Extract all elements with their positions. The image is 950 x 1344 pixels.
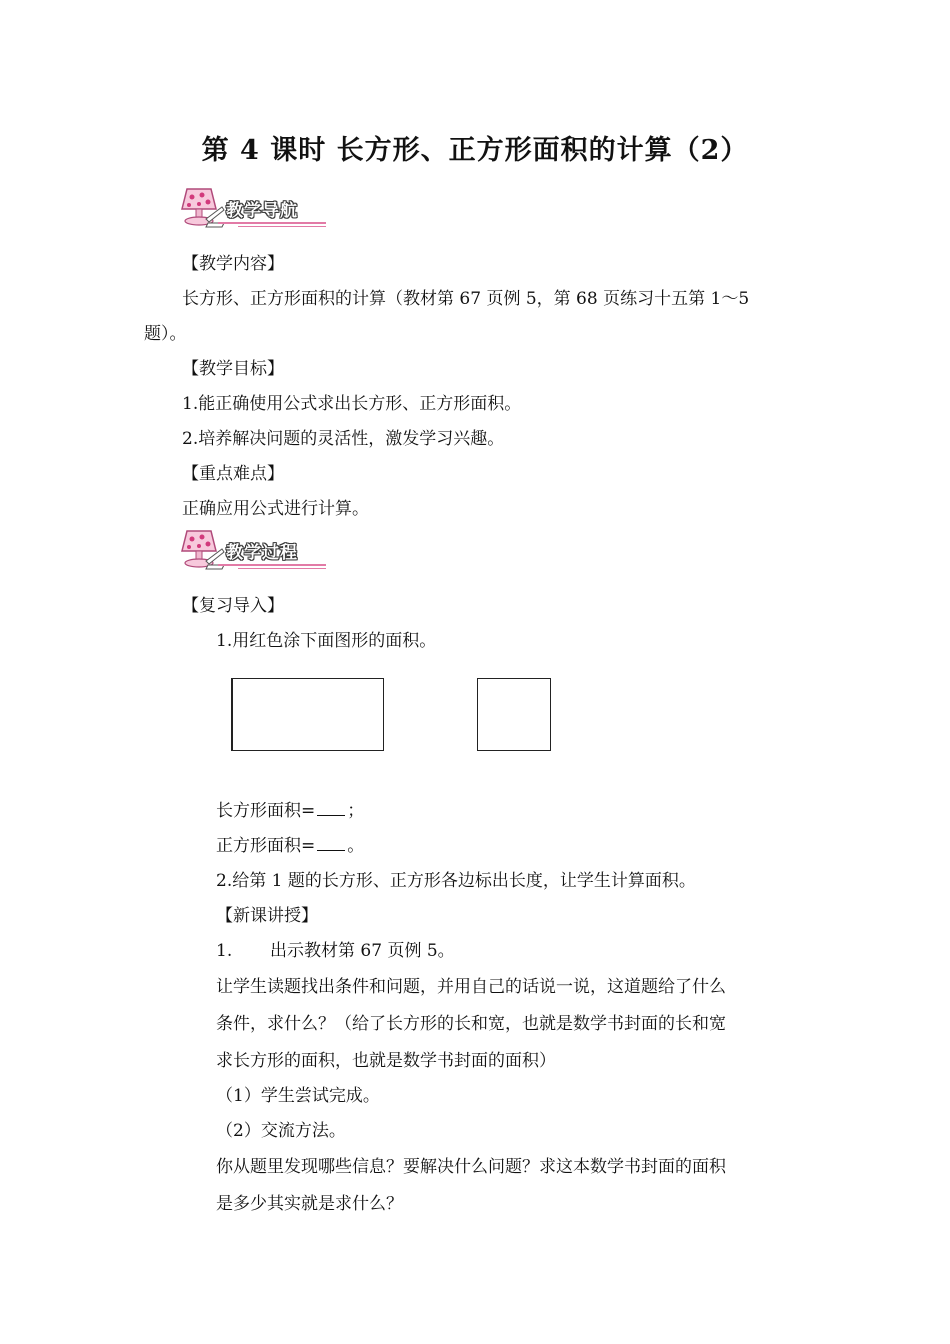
step-2: （2）交流方法。 xyxy=(216,1121,346,1141)
new-paragraph-2-cont: 是多少其实就是求什么？ xyxy=(216,1194,403,1214)
key-heading: 【重点难点】 xyxy=(182,464,284,484)
rectangle-area-end: ； xyxy=(347,801,365,821)
key-text: 正确应用公式进行计算。 xyxy=(182,499,369,519)
banner-underline xyxy=(238,568,326,569)
lamp-icon xyxy=(178,185,228,233)
banner-underline xyxy=(218,222,326,224)
content-heading: 【教学内容】 xyxy=(182,254,284,274)
answer-blank xyxy=(317,836,345,851)
teaching-guide-banner xyxy=(178,185,328,233)
page-title: 第 4 课时 长方形、正方形面积的计算（2） xyxy=(201,135,749,166)
goal-item-2: 2.培养解决问题的灵活性，激发学习兴趣。 xyxy=(182,429,505,449)
new-paragraph-1: 让学生读题找出条件和问题，并用自己的话说一说，这道题给了什么 xyxy=(216,977,726,997)
rectangle-area-line xyxy=(216,800,364,822)
rectangle-figure xyxy=(231,678,384,751)
square-figure xyxy=(477,678,551,751)
square-area-line xyxy=(216,835,364,857)
square-area-end: 。 xyxy=(347,836,365,856)
rectangle-area-label: 长方形面积= xyxy=(216,801,316,821)
square-area-label: 正方形面积= xyxy=(216,836,316,856)
content-text-cont: 题）。 xyxy=(144,324,187,344)
new-paragraph-2: 你从题里发现哪些信息？要解决什么问题？求这本数学书封面的面积 xyxy=(216,1157,726,1177)
new-item-1-number: 1. xyxy=(216,941,233,961)
new-paragraph-1-cont: 条件，求什么？（给了长方形的长和宽，也就是数学书封面的长和宽 xyxy=(216,1014,726,1034)
review-heading: 【复习导入】 xyxy=(182,596,284,616)
goal-item-1: 1.能正确使用公式求出长方形、正方形面积。 xyxy=(182,394,522,414)
review-item-1: 1.用红色涂下面图形的面积。 xyxy=(216,631,437,651)
content-text: 长方形、正方形面积的计算（教材第 67 页例 5，第 68 页练习十五第 1～5 xyxy=(182,289,750,309)
new-paragraph-1-cont: 求长方形的面积，也就是数学书封面的面积） xyxy=(216,1051,556,1071)
teaching-process-banner xyxy=(178,527,328,575)
teaching-process-label: 教学过程 xyxy=(226,543,298,563)
step-1: （1）学生尝试完成。 xyxy=(216,1086,380,1106)
answer-blank xyxy=(317,801,345,816)
new-item-1-text: 出示教材第 67 页例 5。 xyxy=(270,941,455,961)
goal-heading: 【教学目标】 xyxy=(182,359,284,379)
new-lesson-heading: 【新课讲授】 xyxy=(216,906,318,926)
teaching-guide-label: 教学导航 xyxy=(226,201,298,221)
review-item-2: 2.给第 1 题的长方形、正方形各边标出长度，让学生计算面积。 xyxy=(216,871,696,891)
banner-underline xyxy=(238,226,326,227)
banner-underline xyxy=(218,564,326,566)
lamp-icon xyxy=(178,527,228,575)
